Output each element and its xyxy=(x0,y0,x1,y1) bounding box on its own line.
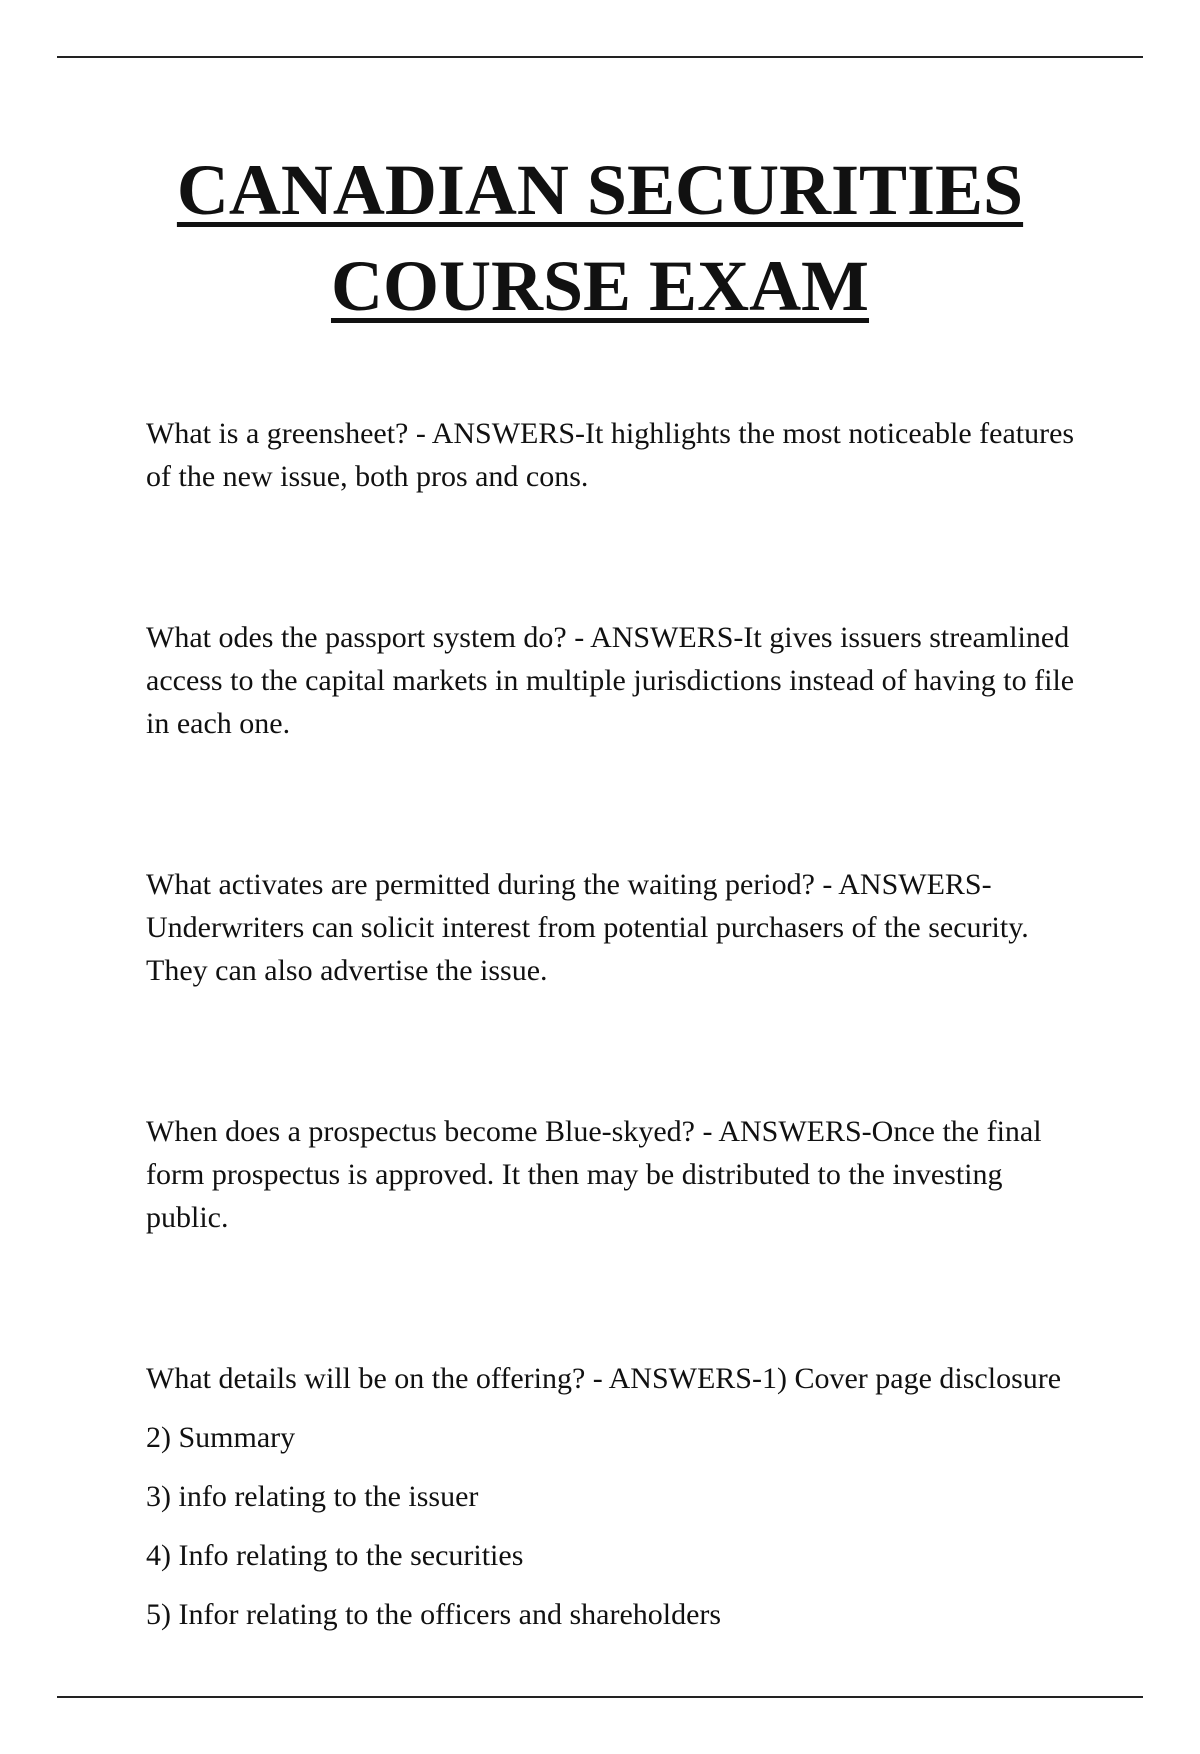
top-rule xyxy=(57,56,1143,58)
qa-text: What details will be on the offering? - ANSWERS-1) Cover page disclosure xyxy=(146,1362,1062,1395)
qa-text: What odes the passport system do? - ANSWERS-It gives issuers streamlined access to the capital markets in multiple jurisdictions instead of having to file in each one. xyxy=(146,621,1075,740)
bottom-rule xyxy=(57,1696,1143,1698)
page-title xyxy=(0,142,1200,334)
qa-item xyxy=(146,1357,1086,1636)
qa-list xyxy=(146,412,1086,1754)
qa-subitems xyxy=(146,1416,1086,1636)
qa-item xyxy=(146,412,1086,498)
qa-subitem: 3) info relating to the issuer xyxy=(146,1480,479,1513)
title-line-2: COURSE EXAM xyxy=(330,246,870,326)
qa-subitem: 5) Infor relating to the officers and shareholders xyxy=(146,1598,722,1631)
qa-subitem: 2) Summary xyxy=(146,1421,296,1454)
qa-text: When does a prospectus become Blue-skyed? - ANSWERS-Once the final form prospectus is approved. It then may be distributed to the investing public. xyxy=(146,1115,1042,1234)
qa-text: What activates are permitted during the waiting period? - ANSWERS-Underwriters can solicit interest from potential purchasers of the security. They can also advertise the issue. xyxy=(146,868,1029,987)
qa-text: What is a greensheet? - ANSWERS-It highlights the most noticeable features of the new issue, both pros and cons. xyxy=(146,417,1075,493)
qa-item xyxy=(146,863,1086,992)
title-line-1: CANADIAN SECURITIES xyxy=(176,150,1024,230)
qa-item xyxy=(146,616,1086,745)
qa-item xyxy=(146,1110,1086,1239)
qa-subitem: 4) Info relating to the securities xyxy=(146,1539,524,1572)
